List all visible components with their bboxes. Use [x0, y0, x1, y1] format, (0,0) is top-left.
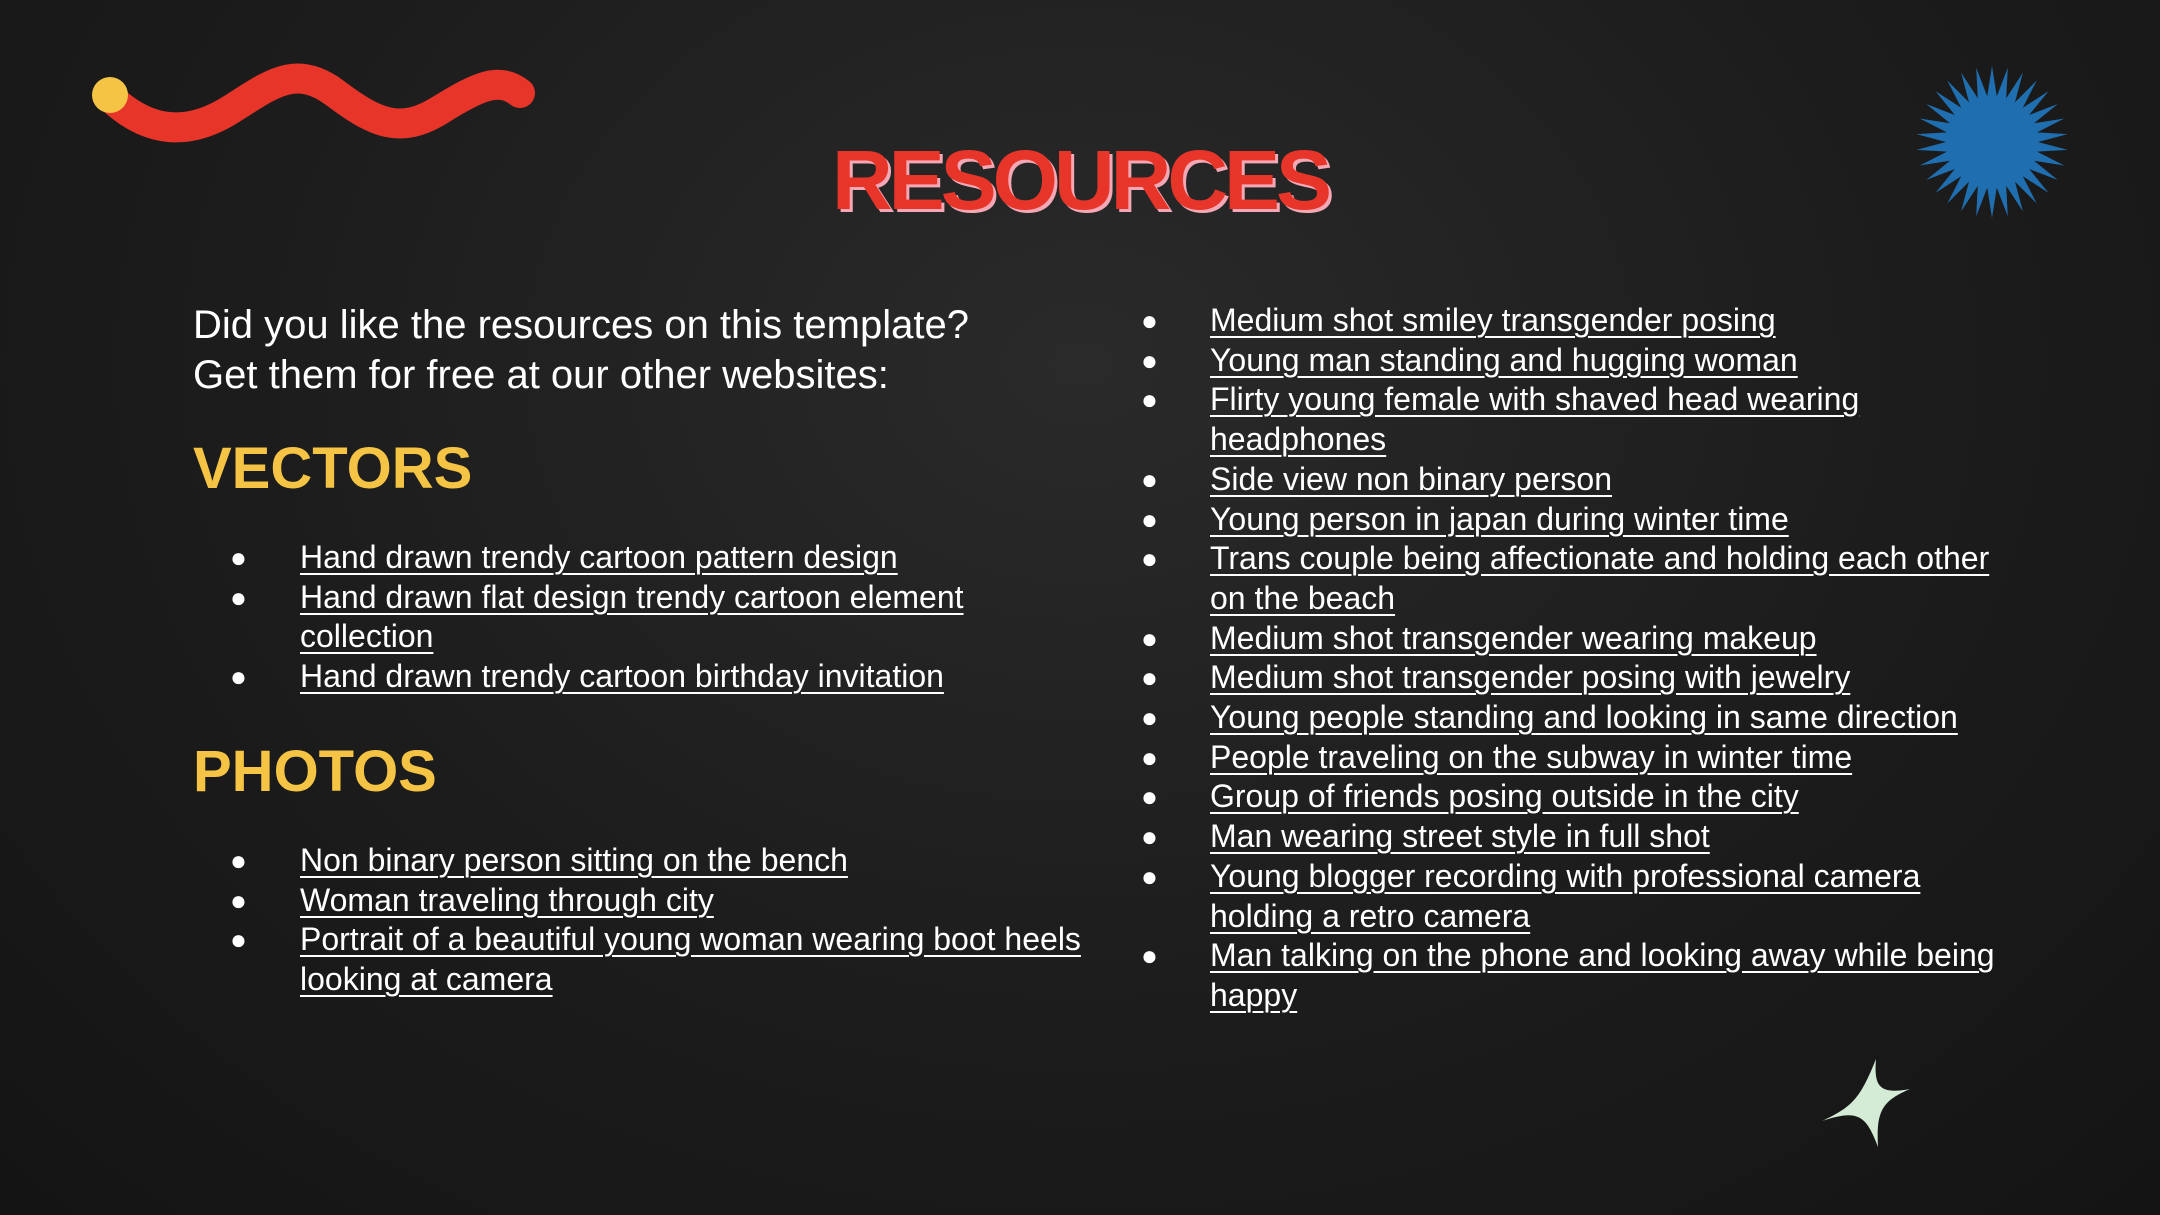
resource-link[interactable]: Young blogger recording with professional camera holding a retro camera: [1210, 857, 1921, 934]
right-column: [1141, 301, 2010, 1016]
resource-link[interactable]: Trans couple being affectionate and holding each other on the beach: [1210, 540, 1990, 616]
bullet-icon: ●: [1141, 622, 1158, 654]
bullet-icon: ●: [230, 661, 247, 693]
intro-text: [193, 300, 1093, 400]
bullet-icon: ●: [1141, 821, 1158, 853]
bullet-icon: ●: [230, 924, 247, 956]
list-item: [230, 657, 1093, 697]
resource-link[interactable]: Man talking on the phone and looking away while being happy: [1210, 937, 1995, 1013]
photos-list: [230, 841, 1093, 1000]
page-title: RESOURCES: [831, 133, 1329, 227]
bullet-icon: ●: [230, 581, 247, 613]
photos-heading: PHOTOS: [193, 738, 437, 804]
resource-link[interactable]: Hand drawn trendy cartoon pattern design: [300, 539, 898, 575]
resource-link[interactable]: Hand drawn trendy cartoon birthday invitation: [300, 658, 944, 695]
list-item: [1141, 619, 2010, 659]
bullet-icon: ●: [230, 844, 247, 876]
list-item: [1141, 936, 2010, 1015]
list-item: [1141, 698, 2010, 738]
bullet-icon: ●: [1141, 463, 1158, 495]
vectors-heading: VECTORS: [193, 436, 473, 501]
resource-link[interactable]: Medium shot transgender posing with jewelry: [1210, 659, 1851, 696]
resource-link[interactable]: Non binary person sitting on the bench: [300, 841, 848, 878]
bullet-icon: ●: [1141, 940, 1158, 972]
resource-link[interactable]: Young people standing and looking in same direction: [1210, 699, 1958, 736]
resource-link[interactable]: People traveling on the subway in winter time: [1210, 738, 1853, 775]
bullet-icon: ●: [1141, 860, 1158, 892]
bullet-icon: ●: [1141, 543, 1158, 575]
squiggle-decoration-icon: [80, 55, 540, 145]
bullet-icon: ●: [230, 884, 247, 916]
list-item: [1141, 341, 2010, 381]
list-item: [1141, 500, 2010, 540]
resource-link[interactable]: Portrait of a beautiful young woman wearing boot heels looking at camera: [300, 921, 1081, 997]
bullet-icon: ●: [1141, 384, 1158, 416]
list-item: [230, 578, 1093, 657]
bullet-icon: ●: [1141, 503, 1158, 535]
bullet-icon: ●: [1141, 662, 1158, 694]
sparkle-star-icon: [1818, 1055, 1914, 1151]
list-item: [1141, 777, 2010, 817]
resource-link[interactable]: Side view non binary person: [1210, 460, 1613, 497]
list-item: [230, 841, 1093, 881]
list-item: [1141, 539, 2010, 618]
resource-link[interactable]: Group of friends posing outside in the city: [1210, 778, 1799, 815]
resource-link[interactable]: Flirty young female with shaved head wearing headphones: [1210, 381, 1860, 458]
resource-link[interactable]: Young man standing and hugging woman: [1210, 341, 1798, 378]
resource-link[interactable]: Woman traveling through city: [300, 881, 714, 918]
list-item: [230, 881, 1093, 921]
resource-link[interactable]: Medium shot smiley transgender posing: [1210, 302, 1776, 338]
bullet-icon: ●: [1141, 305, 1158, 336]
intro-line-1: Did you like the resources on this template?: [193, 303, 969, 347]
resource-link[interactable]: Young person in japan during winter time: [1210, 500, 1789, 537]
list-item: [230, 538, 1093, 578]
bullet-icon: ●: [1141, 781, 1158, 813]
list-item: [1141, 857, 2010, 936]
bullet-icon: ●: [1141, 344, 1158, 376]
resource-link[interactable]: Hand drawn flat design trendy cartoon element collection: [300, 578, 964, 655]
more-photos-list: [1141, 301, 2010, 1016]
resource-link[interactable]: Medium shot transgender wearing makeup: [1210, 619, 1817, 656]
list-item: [1141, 301, 2010, 341]
bullet-icon: ●: [1141, 741, 1158, 773]
bullet-icon: ●: [230, 542, 247, 573]
intro-line-2: Get them for free at our other websites:: [193, 353, 889, 397]
resource-link[interactable]: Man wearing street style in full shot: [1210, 818, 1710, 855]
list-item: [1141, 658, 2010, 698]
list-item: [230, 920, 1093, 999]
left-column: [193, 300, 1093, 1000]
list-item: [1141, 460, 2010, 500]
list-item: [1141, 380, 2010, 459]
bullet-icon: ●: [1141, 702, 1158, 734]
vectors-list: [230, 538, 1093, 697]
list-item: [1141, 738, 2010, 778]
list-item: [1141, 817, 2010, 857]
